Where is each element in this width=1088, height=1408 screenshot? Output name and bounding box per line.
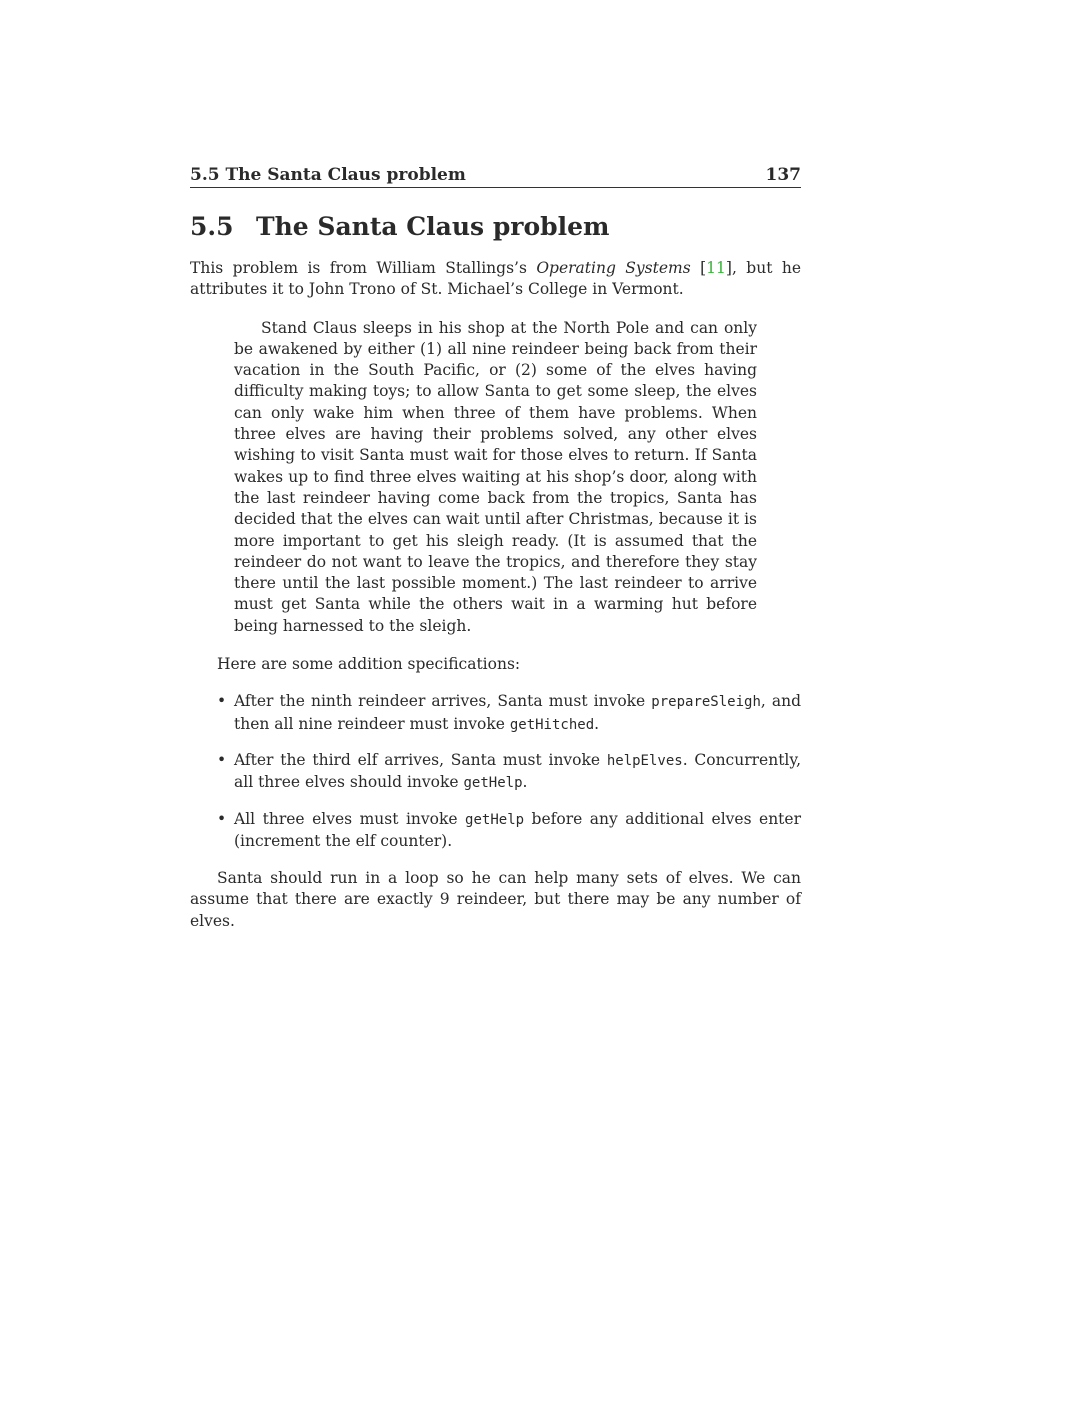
page-content — [190, 164, 801, 932]
citation-open-bracket: [ — [700, 259, 707, 277]
code-get-help: getHelp — [465, 811, 525, 828]
page-number: 137 — [765, 165, 801, 185]
intro-space — [691, 259, 700, 277]
code-get-help: getHelp — [463, 775, 523, 792]
list-item-text: . — [594, 714, 600, 733]
code-help-elves: helpElves — [606, 752, 683, 769]
bullet-icon: • — [217, 692, 227, 711]
list-item — [217, 809, 801, 853]
list-item-text: before any additional elves enter (increment the elf counter). — [234, 809, 801, 850]
list-item-text: . Concurrently, all three elves should invoke — [234, 750, 802, 792]
bullet-icon: • — [217, 809, 227, 828]
bullet-icon: • — [217, 750, 227, 769]
specifications-intro: Here are some addition specifications: — [217, 655, 521, 674]
code-prepare-sleigh: prepareSleigh — [651, 694, 761, 711]
intro-text-after: , but he attributes it to John Trono of St. Michael’s College in Vermont. — [190, 259, 801, 299]
list-item-text: After the ninth reindeer arrives, Santa must invoke — [234, 692, 652, 711]
list-item-text: , and then all nine reindeer must invoke — [234, 692, 802, 733]
code-get-hitched: getHitched — [509, 716, 595, 733]
closing-paragraph: Santa should run in a loop so he can help many sets of elves. We can assume that there are exactly 9 reindeer, but there may be any number of elves. — [190, 869, 801, 930]
book-title: Operating Systems — [536, 259, 691, 277]
citation-link[interactable]: 11 — [706, 259, 726, 277]
list-item-text: After the third elf arrives, Santa must invoke — [234, 750, 607, 769]
list-item — [217, 691, 802, 736]
list-item-text: . — [522, 773, 528, 792]
intro-paragraph — [190, 258, 801, 301]
running-header-title: 5.5 The Santa Claus problem — [190, 165, 466, 185]
citation-close-bracket: ] — [725, 259, 732, 277]
section-number: 5.5 — [190, 212, 234, 241]
specifications-list — [190, 691, 801, 852]
list-item — [217, 750, 802, 795]
section-heading — [190, 210, 801, 244]
section-title: The Santa Claus problem — [256, 212, 610, 241]
running-header — [190, 164, 801, 188]
problem-quote: Stand Claus sleeps in his shop at the North Pole and can only be awakened by either (1) all nine reindeer being back from their vacation in the South Pacific, or (2) some of the elves having difficulty making toys; to allow Santa to get some sleep, the elves can only wake him when three of them have problems. When three elves are having their problems solved, any other elves wishing to visit Santa must wait for those elves to return. If Santa wakes up to find three elves waiting at his shop’s door, along with the last reindeer having come back from the tropics, Santa has decided that the elves can wait until after Christmas, because it is more important to get his sleigh ready. (It is assumed that the reindeer do not want to leave the tropics, and therefore they stay there until the last possible moment.) The last reindeer to arrive must get Santa while the others wait in a warming hut before being harnessed to the sleigh. — [234, 318, 757, 635]
list-item-text: All three elves must invoke — [234, 809, 466, 828]
intro-text-before: This problem is from William Stallings’s — [190, 259, 537, 277]
